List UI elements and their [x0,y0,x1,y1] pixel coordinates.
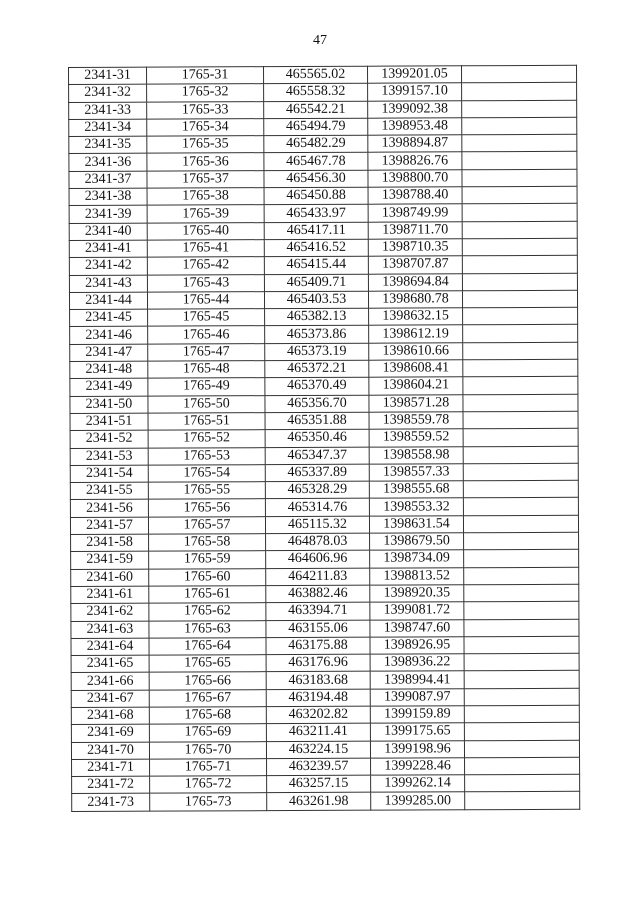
note-cell [463,480,578,498]
point-id-old-cell: 2341-53 [70,448,148,466]
note-cell [464,550,579,568]
y-coordinate-cell: 1398926.95 [370,637,464,655]
table-row [70,307,578,327]
point-id-old-cell: 2341-45 [70,309,148,327]
point-id-old-cell: 2341-66 [71,673,149,691]
note-cell [462,186,577,204]
x-coordinate-cell: 465370.49 [265,378,369,396]
point-id-new-cell: 1765-57 [148,516,265,534]
point-id-new-cell: 1765-67 [149,689,266,707]
x-coordinate-cell: 463175.88 [266,637,370,655]
table-row [70,498,578,518]
table-row [70,411,578,431]
point-id-old-cell: 2341-71 [72,759,150,777]
note-cell [464,723,579,741]
note-cell [463,411,578,429]
point-id-old-cell: 2341-55 [70,482,148,500]
x-coordinate-cell: 465382.13 [265,308,369,326]
note-cell [463,463,578,481]
x-coordinate-cell: 465372.21 [265,360,369,378]
point-id-old-cell: 2341-39 [69,206,147,224]
point-id-new-cell: 1765-37 [147,170,264,188]
table-row [69,134,577,154]
y-coordinate-cell: 1398994.41 [370,671,464,689]
point-id-new-cell: 1765-47 [148,343,265,361]
point-id-new-cell: 1765-31 [147,67,264,85]
y-coordinate-cell: 1398631.54 [369,515,463,533]
y-coordinate-cell: 1399092.38 [368,100,462,118]
point-id-new-cell: 1765-63 [149,620,266,638]
table-row [72,792,580,812]
table-row [71,671,579,691]
table-row [71,653,579,673]
x-coordinate-cell: 464606.96 [266,551,370,569]
x-coordinate-cell: 464878.03 [266,533,370,551]
point-id-old-cell: 2341-33 [69,102,147,120]
table-row [69,290,577,310]
y-coordinate-cell: 1399087.97 [370,688,464,706]
point-id-new-cell: 1765-52 [148,430,265,448]
note-cell [462,204,577,222]
point-id-old-cell: 2341-64 [71,638,149,656]
point-id-old-cell: 2341-63 [71,621,149,639]
point-id-old-cell: 2341-67 [71,690,149,708]
y-coordinate-cell: 1398608.41 [369,360,463,378]
point-id-new-cell: 1765-70 [149,741,266,759]
note-cell [462,273,577,291]
point-id-old-cell: 2341-57 [70,517,148,535]
y-coordinate-cell: 1398826.76 [368,152,462,170]
y-coordinate-cell: 1399262.14 [371,775,465,793]
x-coordinate-cell: 465347.37 [265,447,369,465]
note-cell [463,359,578,377]
x-coordinate-cell: 465351.88 [265,412,369,430]
point-id-old-cell: 2341-72 [72,776,150,794]
x-coordinate-cell: 465328.29 [265,481,369,499]
y-coordinate-cell: 1398747.60 [370,619,464,637]
table-row [72,774,580,794]
y-coordinate-cell: 1399081.72 [370,602,464,620]
point-id-old-cell: 2341-62 [71,603,149,621]
x-coordinate-cell: 463239.57 [267,758,371,776]
point-id-new-cell: 1765-66 [149,672,266,690]
note-cell [463,394,578,412]
table-row [72,757,580,777]
point-id-new-cell: 1765-61 [149,586,266,604]
y-coordinate-cell: 1398632.15 [369,308,463,326]
note-cell [465,774,580,792]
y-coordinate-cell: 1398679.50 [370,533,464,551]
point-id-old-cell: 2341-37 [69,171,147,189]
y-coordinate-cell: 1399198.96 [370,740,464,758]
note-cell [462,100,577,118]
point-id-old-cell: 2341-68 [71,707,149,725]
x-coordinate-cell: 465350.46 [265,429,369,447]
point-id-new-cell: 1765-58 [149,534,266,552]
table-row [70,429,578,449]
note-cell [461,65,576,83]
table-row [70,325,578,345]
note-cell [464,688,579,706]
x-coordinate-cell: 463394.71 [266,602,370,620]
x-coordinate-cell: 463155.06 [266,620,370,638]
point-id-new-cell: 1765-48 [148,361,265,379]
x-coordinate-cell: 465373.86 [265,326,369,344]
point-id-new-cell: 1765-65 [149,655,266,673]
point-id-new-cell: 1765-59 [149,551,266,569]
point-id-new-cell: 1765-43 [147,274,264,292]
y-coordinate-cell: 1399228.46 [371,758,465,776]
point-id-new-cell: 1765-38 [147,188,264,206]
x-coordinate-cell: 465409.71 [264,274,368,292]
table-row [71,567,579,587]
point-id-old-cell: 2341-60 [71,569,149,587]
y-coordinate-cell: 1398558.98 [369,446,463,464]
point-id-new-cell: 1765-39 [147,205,264,223]
point-id-new-cell: 1765-44 [147,292,264,310]
x-coordinate-cell: 465494.79 [264,118,368,136]
point-id-new-cell: 1765-41 [147,240,264,258]
table-row [71,619,579,639]
table-row [69,65,577,85]
point-id-new-cell: 1765-45 [148,309,265,327]
table-row [70,515,578,535]
point-id-old-cell: 2341-59 [71,551,149,569]
point-id-old-cell: 2341-61 [71,586,149,604]
x-coordinate-cell: 465433.97 [264,205,368,223]
note-cell [462,290,577,308]
x-coordinate-cell: 463183.68 [266,672,370,690]
y-coordinate-cell: 1398707.87 [368,256,462,274]
table-row [71,584,579,604]
table-row [70,342,578,362]
coordinates-table-body [69,65,580,811]
y-coordinate-cell: 1398936.22 [370,654,464,672]
point-id-old-cell: 2341-56 [70,500,148,518]
x-coordinate-cell: 463261.98 [267,793,371,811]
x-coordinate-cell: 465450.88 [264,187,368,205]
table-row [69,221,577,241]
x-coordinate-cell: 463202.82 [266,706,370,724]
note-cell [463,515,578,533]
point-id-new-cell: 1765-51 [148,413,265,431]
page-number: 47 [313,33,327,48]
note-cell [464,619,579,637]
point-id-old-cell: 2341-35 [69,136,147,154]
y-coordinate-cell: 1398894.87 [368,135,462,153]
point-id-old-cell: 2341-34 [69,119,147,137]
y-coordinate-cell: 1398749.99 [368,204,462,222]
table-row [71,705,579,725]
table-row [70,446,578,466]
y-coordinate-cell: 1398788.40 [368,187,462,205]
y-coordinate-cell: 1399201.05 [367,66,461,84]
table-row [69,273,577,293]
note-cell [462,134,577,152]
point-id-old-cell: 2341-49 [70,378,148,396]
y-coordinate-cell: 1398680.78 [368,291,462,309]
x-coordinate-cell: 465314.76 [265,499,369,517]
point-id-old-cell: 2341-47 [70,344,148,362]
point-id-new-cell: 1765-72 [150,776,267,794]
note-cell [462,83,577,101]
point-id-old-cell: 2341-44 [69,292,147,310]
x-coordinate-cell: 465415.44 [264,256,368,274]
table-row [70,480,578,500]
point-id-new-cell: 1765-33 [147,101,264,119]
coordinates-table [68,65,580,812]
y-coordinate-cell: 1399157.10 [368,83,462,101]
x-coordinate-cell: 463194.48 [266,689,370,707]
point-id-new-cell: 1765-46 [148,326,265,344]
note-cell [464,653,579,671]
note-cell [464,636,579,654]
point-id-old-cell: 2341-38 [69,188,147,206]
point-id-new-cell: 1765-49 [148,378,265,396]
y-coordinate-cell: 1398800.70 [368,170,462,188]
point-id-new-cell: 1765-64 [149,637,266,655]
y-coordinate-cell: 1398553.32 [369,498,463,516]
table-row [70,377,578,397]
x-coordinate-cell: 463224.15 [266,741,370,759]
x-coordinate-cell: 463257.15 [267,775,371,793]
table-row [70,359,578,379]
y-coordinate-cell: 1399285.00 [371,792,465,810]
point-id-old-cell: 2341-73 [72,794,150,812]
point-id-new-cell: 1765-36 [147,153,264,171]
table-row [71,740,579,760]
table-row [70,463,578,483]
point-id-new-cell: 1765-34 [147,119,264,137]
y-coordinate-cell: 1398604.21 [369,377,463,395]
note-cell [462,256,577,274]
table-row [69,117,577,137]
x-coordinate-cell: 465542.21 [264,101,368,119]
point-id-old-cell: 2341-58 [71,534,149,552]
point-id-old-cell: 2341-31 [69,67,147,85]
table-row [71,532,579,552]
point-id-new-cell: 1765-68 [149,707,266,725]
note-cell [463,498,578,516]
point-id-new-cell: 1765-35 [147,136,264,154]
point-id-old-cell: 2341-69 [71,724,149,742]
y-coordinate-cell: 1398734.09 [370,550,464,568]
note-cell [462,221,577,239]
x-coordinate-cell: 463882.46 [266,585,370,603]
point-id-new-cell: 1765-60 [149,568,266,586]
point-id-old-cell: 2341-52 [70,430,148,448]
x-coordinate-cell: 464211.83 [266,568,370,586]
y-coordinate-cell: 1399175.65 [370,723,464,741]
point-id-new-cell: 1765-69 [149,724,266,742]
x-coordinate-cell: 465467.78 [264,153,368,171]
note-cell [463,342,578,360]
note-cell [464,584,579,602]
x-coordinate-cell: 465417.11 [264,222,368,240]
point-id-new-cell: 1765-73 [150,793,267,811]
point-id-old-cell: 2341-70 [71,742,149,760]
x-coordinate-cell: 465482.29 [264,135,368,153]
y-coordinate-cell: 1398813.52 [370,567,464,585]
point-id-old-cell: 2341-51 [70,413,148,431]
point-id-new-cell: 1765-54 [148,464,265,482]
table-row [69,238,577,258]
point-id-new-cell: 1765-62 [149,603,266,621]
table-row [71,723,579,743]
point-id-old-cell: 2341-36 [69,154,147,172]
y-coordinate-cell: 1398610.66 [369,343,463,361]
point-id-old-cell: 2341-50 [70,396,148,414]
table-row [69,204,577,224]
table-row [69,83,577,103]
note-cell [464,601,579,619]
x-coordinate-cell: 463211.41 [266,723,370,741]
point-id-old-cell: 2341-41 [69,240,147,258]
note-cell [464,671,579,689]
point-id-new-cell: 1765-55 [148,482,265,500]
point-id-old-cell: 2341-54 [70,465,148,483]
x-coordinate-cell: 465337.89 [265,464,369,482]
table-row [69,186,577,206]
note-cell [463,429,578,447]
point-id-old-cell: 2341-46 [70,327,148,345]
note-cell [462,238,577,256]
point-id-old-cell: 2341-43 [69,275,147,293]
y-coordinate-cell: 1398612.19 [369,325,463,343]
point-id-old-cell: 2341-65 [71,655,149,673]
x-coordinate-cell: 465356.70 [265,395,369,413]
x-coordinate-cell: 465115.32 [265,516,369,534]
point-id-old-cell: 2341-40 [69,223,147,241]
point-id-new-cell: 1765-71 [150,759,267,777]
note-cell [464,567,579,585]
y-coordinate-cell: 1398710.35 [368,239,462,257]
y-coordinate-cell: 1398711.70 [368,221,462,239]
x-coordinate-cell: 465558.32 [264,83,368,101]
x-coordinate-cell: 465373.19 [265,343,369,361]
note-cell [464,532,579,550]
table-row [69,169,577,189]
note-cell [463,446,578,464]
y-coordinate-cell: 1398694.84 [368,273,462,291]
y-coordinate-cell: 1398953.48 [368,118,462,136]
note-cell [462,117,577,135]
note-cell [464,705,579,723]
point-id-new-cell: 1765-56 [148,499,265,517]
point-id-new-cell: 1765-42 [147,257,264,275]
y-coordinate-cell: 1398571.28 [369,394,463,412]
point-id-old-cell: 2341-32 [69,84,147,102]
y-coordinate-cell: 1398557.33 [369,464,463,482]
point-id-new-cell: 1765-50 [148,395,265,413]
table-row [71,601,579,621]
table-row [71,550,579,570]
table-row [71,688,579,708]
point-id-old-cell: 2341-48 [70,361,148,379]
y-coordinate-cell: 1399159.89 [370,706,464,724]
y-coordinate-cell: 1398920.35 [370,585,464,603]
point-id-new-cell: 1765-32 [147,84,264,102]
y-coordinate-cell: 1398555.68 [369,481,463,499]
table-row [69,256,577,276]
table-row [70,394,578,414]
table-row [71,636,579,656]
point-id-new-cell: 1765-40 [147,222,264,240]
x-coordinate-cell: 465403.53 [264,291,368,309]
note-cell [463,307,578,325]
note-cell [463,325,578,343]
note-cell [462,152,577,170]
y-coordinate-cell: 1398559.52 [369,429,463,447]
point-id-new-cell: 1765-53 [148,447,265,465]
note-cell [462,169,577,187]
table-row [69,152,577,172]
note-cell [464,740,579,758]
x-coordinate-cell: 465565.02 [264,66,368,84]
note-cell [465,757,580,775]
y-coordinate-cell: 1398559.78 [369,412,463,430]
point-id-old-cell: 2341-42 [69,257,147,275]
x-coordinate-cell: 465456.30 [264,170,368,188]
x-coordinate-cell: 465416.52 [264,239,368,257]
note-cell [465,792,580,810]
note-cell [463,377,578,395]
table-row [69,100,577,120]
x-coordinate-cell: 463176.96 [266,654,370,672]
